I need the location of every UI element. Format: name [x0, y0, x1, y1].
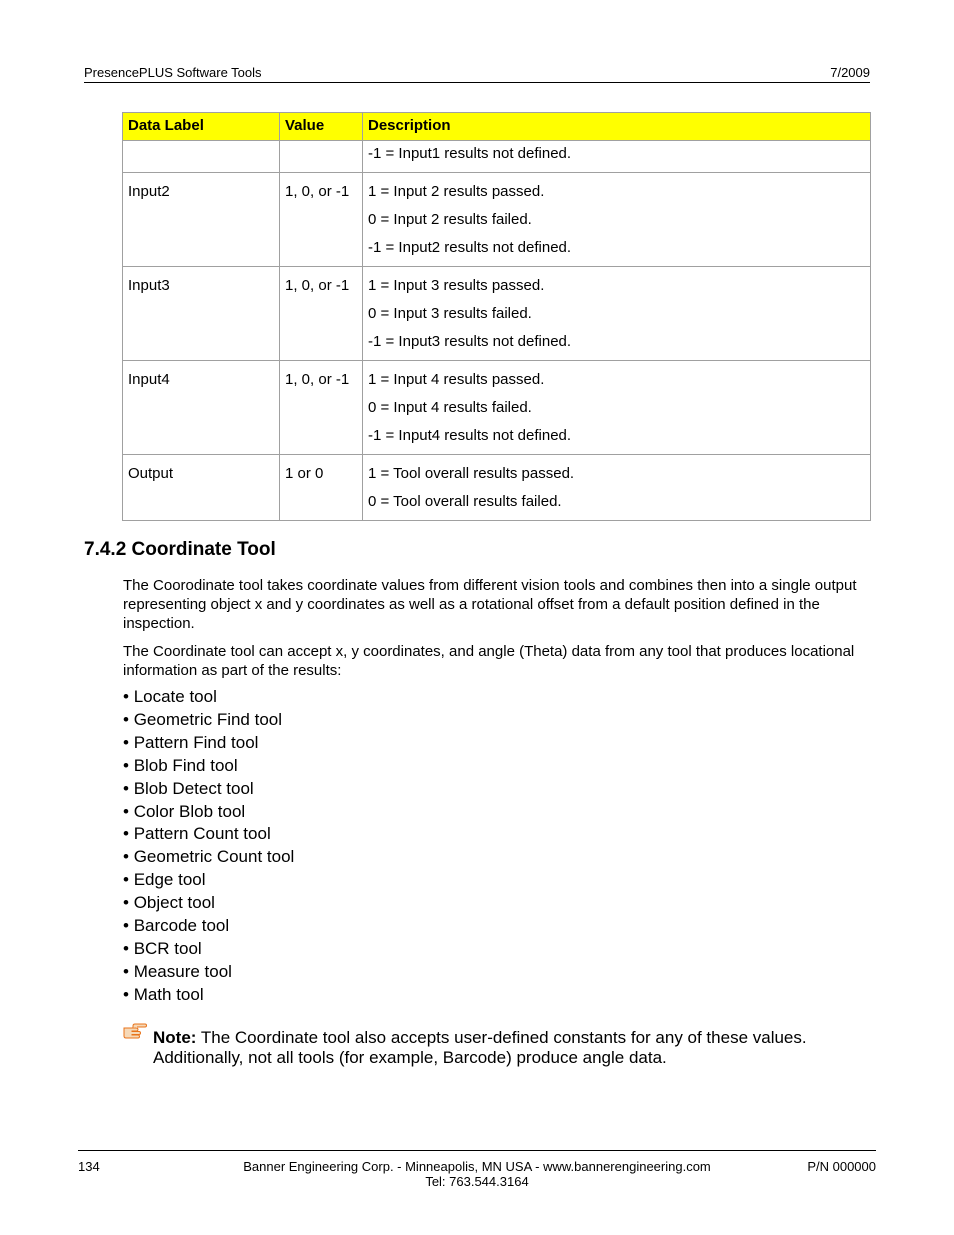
- column-header: Description: [363, 113, 871, 141]
- table-row: [123, 267, 871, 361]
- description-line: 0 = Input 4 results failed.: [368, 399, 532, 416]
- data-label-cell: Output: [123, 455, 280, 521]
- tool-list: [123, 686, 294, 1007]
- page-number: 134: [78, 1159, 100, 1174]
- data-label-cell: Input2: [123, 173, 280, 267]
- list-item: • Geometric Count tool: [123, 846, 294, 869]
- description-cell: [363, 267, 871, 361]
- description-cell: [363, 173, 871, 267]
- page-header: [84, 64, 870, 83]
- company-info: Banner Engineering Corp. - Minneapolis, MN USA - www.bannerengineering.com: [243, 1159, 711, 1174]
- list-item: • Pattern Count tool: [123, 823, 294, 846]
- table-row: [123, 455, 871, 521]
- note-text: [153, 1028, 853, 1068]
- table-row: [123, 141, 871, 173]
- description-line: 0 = Input 3 results failed.: [368, 305, 532, 322]
- value-cell: 1, 0, or -1: [280, 173, 363, 267]
- list-item: • Barcode tool: [123, 915, 294, 938]
- list-item: • Measure tool: [123, 961, 294, 984]
- data-label-cell: Input4: [123, 361, 280, 455]
- list-item: • Color Blob tool: [123, 801, 294, 824]
- page-footer: [78, 1150, 876, 1189]
- document-date: 7/2009: [830, 65, 870, 80]
- description-line: -1 = Input3 results not defined.: [368, 333, 572, 350]
- section-heading: 7.4.2 Coordinate Tool: [84, 539, 276, 560]
- description-line: -1 = Input2 results not defined.: [368, 239, 572, 256]
- column-header: Value: [280, 113, 363, 141]
- list-item: • Blob Find tool: [123, 755, 294, 778]
- description-line: 1 = Input 4 results passed.: [368, 371, 545, 388]
- description-line: 1 = Input 2 results passed.: [368, 183, 545, 200]
- description-line: -1 = Input4 results not defined.: [368, 427, 572, 444]
- description-line: 0 = Input 2 results failed.: [368, 211, 532, 228]
- list-item: • BCR tool: [123, 938, 294, 961]
- intro-paragraph: The Coorodinate tool takes coordinate values from different vision tools and combines then into a single output representing object x and y coordinates as well as a rotational offset from a default position defined in the inspection.: [123, 577, 857, 632]
- description-cell: [363, 455, 871, 521]
- compatibility-paragraph: The Coordinate tool can accept x, y coordinates, and angle (Theta) data from any tool that produces locational information as part of the results:: [123, 643, 855, 679]
- list-item: • Locate tool: [123, 686, 294, 709]
- table-row: [123, 361, 871, 455]
- document-title: PresencePLUS Software Tools: [84, 65, 262, 80]
- description-cell: [363, 141, 871, 173]
- value-cell: 1, 0, or -1: [280, 361, 363, 455]
- list-item: • Edge tool: [123, 869, 294, 892]
- description-line: 1 = Input 3 results passed.: [368, 277, 545, 294]
- table-row: [123, 173, 871, 267]
- value-cell: [280, 141, 363, 173]
- data-table: [122, 112, 871, 521]
- value-cell: 1, 0, or -1: [280, 267, 363, 361]
- pointing-hand-icon: [123, 1023, 147, 1039]
- table-header-row: [123, 113, 871, 141]
- list-item: • Pattern Find tool: [123, 732, 294, 755]
- list-item: • Math tool: [123, 984, 294, 1007]
- part-number: P/N 000000: [807, 1159, 876, 1174]
- description-line: 1 = Tool overall results passed.: [368, 465, 575, 482]
- list-item: • Geometric Find tool: [123, 709, 294, 732]
- phone-number: Tel: 763.544.3164: [425, 1174, 529, 1189]
- description-line: -1 = Input1 results not defined.: [368, 145, 572, 162]
- list-item: • Blob Detect tool: [123, 778, 294, 801]
- note-body: The Coordinate tool also accepts user-defined constants for any of these values. Additionally, not all tools (for example, Barcode) produce angle data.: [153, 1028, 807, 1067]
- data-label-cell: Input3: [123, 267, 280, 361]
- description-line: 0 = Tool overall results failed.: [368, 493, 562, 510]
- column-header: Data Label: [123, 113, 280, 141]
- list-item: • Object tool: [123, 892, 294, 915]
- footer-contact: [78, 1159, 876, 1189]
- data-label-cell: [123, 141, 280, 173]
- description-cell: [363, 361, 871, 455]
- value-cell: 1 or 0: [280, 455, 363, 521]
- note-label: Note:: [153, 1028, 197, 1047]
